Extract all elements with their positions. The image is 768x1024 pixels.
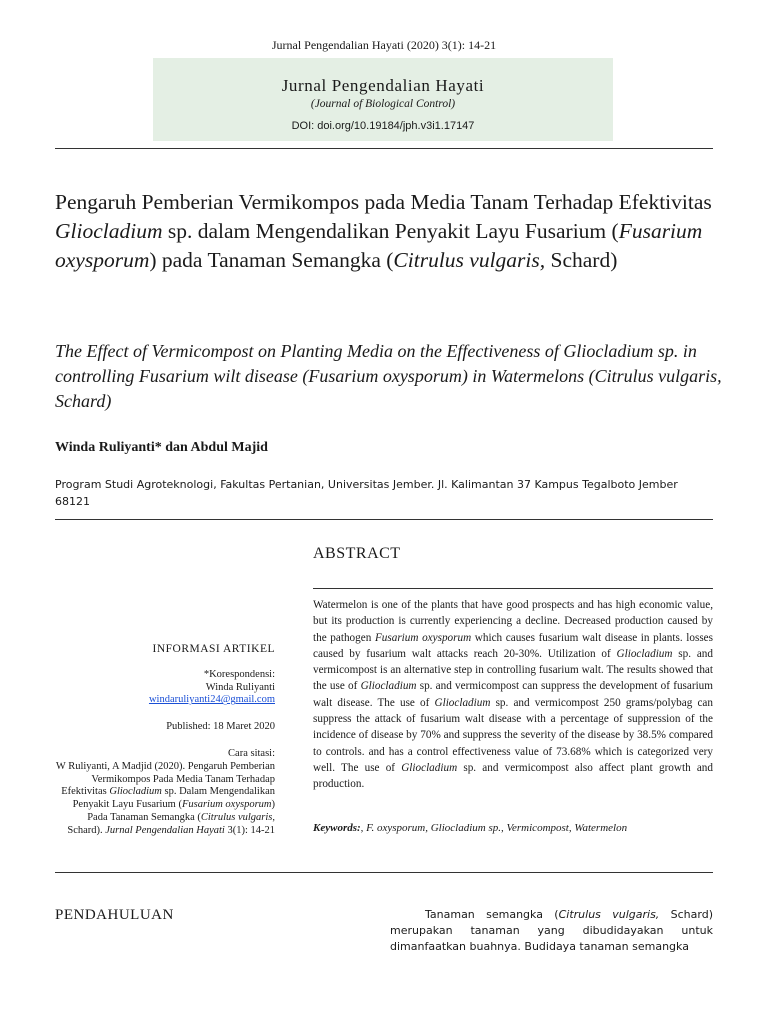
- section-divider: [55, 872, 713, 873]
- abstract-text: sp. and vermicompost also affect plant growth and production.: [313, 761, 713, 791]
- abstract-text: Watermelon is one of the plants that have good prospects and has high economic value, but its production is currently experiencing a decline. Decreased production caused by the pathogen: [313, 599, 713, 644]
- header-divider: [55, 148, 713, 149]
- journal-doi[interactable]: DOI: doi.org/10.19184/jph.v3i1.17147: [291, 120, 475, 132]
- journal-subtitle: (Journal of Biological Control): [310, 98, 456, 110]
- abstract-divider: [313, 588, 713, 589]
- abstract-italic: Gliocladium: [434, 696, 491, 709]
- title-genus: Gliocladium: [55, 219, 163, 243]
- english-title: The Effect of Vermicompost on Planting Media on the Effectiveness of Gliocladium sp. in controlling Fusarium wilt disease (Fusarium oxysporum) in Watermelons (Citrulus vulgaris, Schard): [55, 341, 722, 411]
- intro-italic: Citrulus vulgaris,: [558, 908, 660, 921]
- published-date: Published: 18 Maret 2020: [166, 721, 275, 733]
- citation-text: 3(1): 14-21: [224, 824, 275, 836]
- article-info-heading: INFORMASI ARTIKEL: [152, 643, 275, 655]
- citation-text: , Schard).: [67, 811, 275, 836]
- citation-italic: Fusarium oxysporum: [181, 799, 272, 811]
- affiliation: Program Studi Agroteknologi, Fakultas Pertanian, Universitas Jember. Jl. Kalimantan 37 Kampus Tegalboto Jember 68121: [55, 478, 678, 508]
- abstract-italic: Fusarium oxysporum: [374, 631, 472, 644]
- citation-text: sp. Dalam Mengendalikan Penyakit Layu Fusarium (: [72, 786, 275, 811]
- correspondence-name: Winda Ruliyanti: [205, 681, 275, 693]
- section-heading: PENDAHULUAN: [55, 907, 174, 923]
- title-text: ) pada Tanaman Semangka (: [149, 248, 394, 272]
- citation-italic: Jurnal Pengendalian Hayati: [105, 824, 225, 836]
- title-host: Citrulus vulgaris,: [393, 248, 546, 272]
- abstract-body: [313, 597, 713, 793]
- abstract-italic: Gliocladium: [401, 761, 458, 774]
- intro-text: Schard) merupakan tanaman yang dibudidayakan untuk dimanfaatkan buahnya. Budidaya tanaman semangka: [390, 908, 714, 953]
- title-pathogen: Fusarium oxysporum: [55, 219, 703, 272]
- citation: [55, 761, 275, 838]
- keywords-label: Keywords:: [313, 822, 361, 834]
- abstract-text: sp. and vermicompost can suppress the development of fusarium walt disease. The use of: [313, 680, 713, 709]
- correspondence-label: *Korespondensi:: [203, 668, 275, 680]
- abstract-italic: Gliocladium: [616, 647, 673, 660]
- citation-italic: Citrulus vulgaris: [200, 811, 273, 823]
- intro-paragraph: [390, 907, 713, 955]
- title-text: Pengaruh Pemberian Vermikompos pada Media Tanam Terhadap Efektivitas: [55, 190, 712, 214]
- article-title: [55, 188, 725, 275]
- article-info: [55, 643, 275, 838]
- keywords-list: , F. oxysporum, Gliocladium sp., Vermicompost, Watermelon: [360, 822, 628, 834]
- running-head: Jurnal Pengendalian Hayati (2020) 3(1): 14-21: [271, 38, 497, 52]
- abstract-text: sp. and vermicompost is an alternative step in controlling fusarium walt. The results showed that the use of: [313, 647, 713, 693]
- citation-text: W Ruliyanti, A Madjid (2020). Pengaruh Pemberian Vermikompos Pada Media Tanam Terhadap Efektivitas: [55, 760, 275, 798]
- journal-header-box: [153, 58, 613, 141]
- abstract-text: sp. and vermicompost 250 grams/polybag can suppress the attack of fusarium walt disease with a percentage of suppression of the incidence of disease by 70% and suppress the severity of the disease by 38.5% compared to controls. and has a control effectiveness value of 73.68% which is categorized very well. The use of: [313, 696, 713, 774]
- abstract-text: which causes fusarium walt disease in plants. losses caused by fusarium walt attacks reach 20-30%. Utilization of: [313, 631, 713, 660]
- title-text: Schard): [545, 248, 618, 272]
- citation-italic: Gliocladium: [109, 786, 162, 798]
- email-link[interactable]: windaruliyanti24@gmail.com: [148, 694, 275, 706]
- intro-text: Tanaman semangka (: [425, 908, 559, 921]
- journal-name: Jurnal Pengendalian Hayati: [281, 76, 485, 95]
- abstract-italic: Gliocladium: [360, 680, 417, 693]
- cite-label: Cara sitasi:: [228, 747, 275, 759]
- keywords: [313, 822, 713, 834]
- affiliation-divider: [55, 519, 713, 520]
- title-text: sp. dalam Mengendalikan Penyakit Layu Fusarium (: [162, 219, 619, 243]
- abstract-heading: ABSTRACT: [313, 545, 401, 562]
- authors: Winda Ruliyanti* dan Abdul Majid: [55, 440, 268, 455]
- citation-text: ) Pada Tanaman Semangka (: [87, 799, 275, 823]
